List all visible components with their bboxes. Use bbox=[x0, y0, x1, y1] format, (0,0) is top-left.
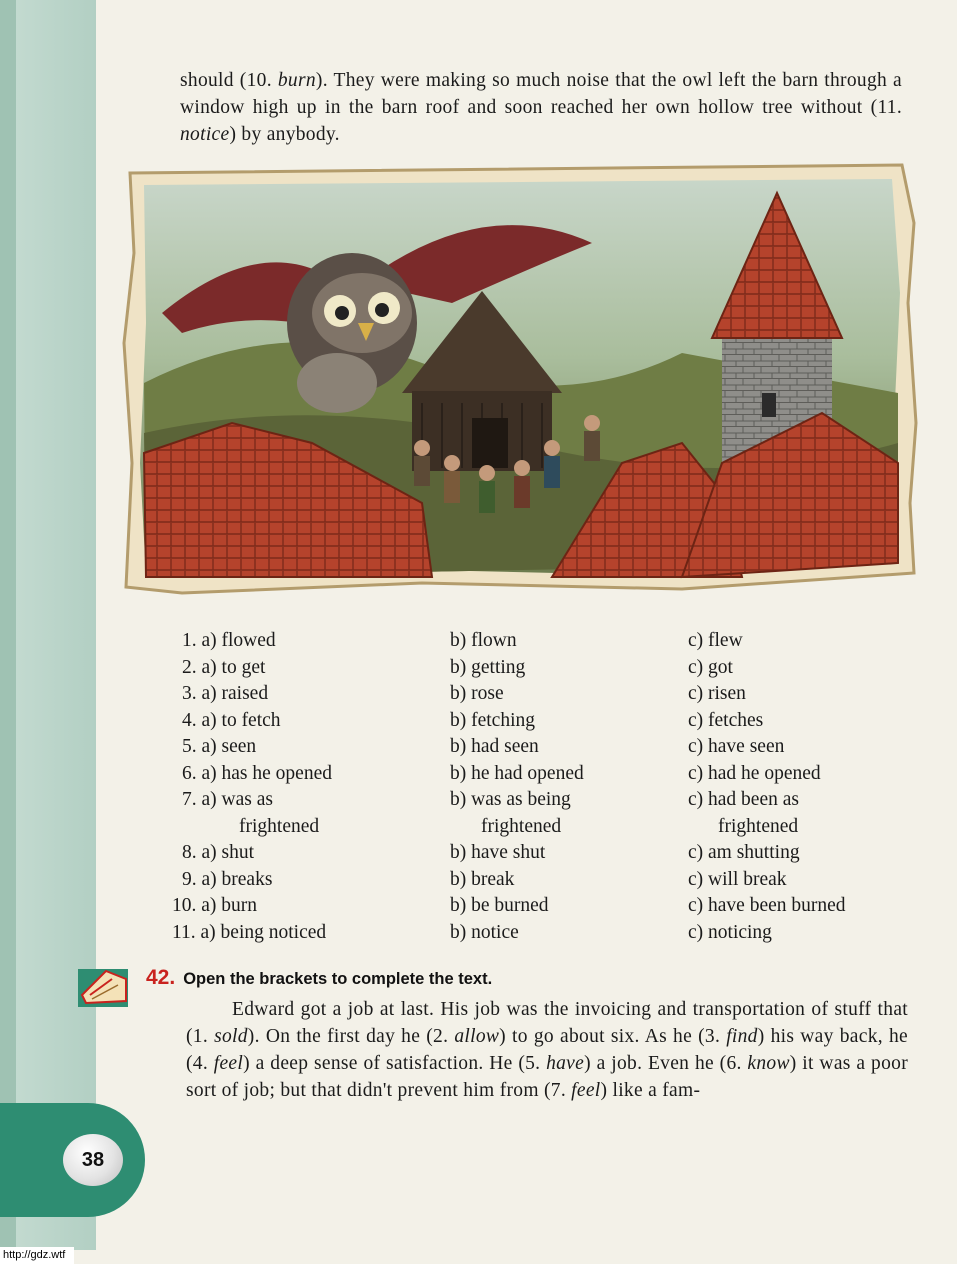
answer-row bbox=[182, 761, 912, 788]
option-b: b) he had opened bbox=[450, 762, 584, 784]
option-c: c) fetches bbox=[688, 709, 764, 731]
option-b: b) rose bbox=[450, 683, 504, 704]
option-c: c) have seen bbox=[688, 736, 785, 757]
option-a: 11. a) being noticed bbox=[172, 921, 327, 943]
option-a: 7. a) was as bbox=[182, 789, 273, 810]
option-a: 6. a) has he opened bbox=[182, 762, 332, 784]
option-a: 1. a) flowed bbox=[182, 630, 276, 651]
option-a: 2. a) to get bbox=[182, 656, 266, 678]
answer-row bbox=[172, 920, 912, 947]
option-b: b) break bbox=[450, 868, 515, 890]
option-b: b) getting bbox=[450, 656, 526, 678]
option-a: 3. a) raised bbox=[182, 683, 269, 704]
option-c: c) got bbox=[688, 656, 733, 678]
side-band-edge bbox=[0, 0, 16, 1250]
option-c: c) will break bbox=[688, 868, 787, 890]
answer-row bbox=[182, 681, 912, 708]
answer-row bbox=[172, 893, 912, 920]
site-label[interactable]: http://gdz.wtf bbox=[0, 1247, 74, 1264]
bottom-paragraph: Edward got a job at last. His job was the invoicing and transportation of stuff that (1. sold). On the first day he (2. allow) to go about six. As he (3. find) his way back, he (4. feel) a deep sense of satisfaction. He (5. have) a job. Even he (6. know) it was a poor sort of job; but that didn't prevent him from (7. feel) like a fam- bbox=[186, 999, 908, 1101]
option-b: b) had seen bbox=[450, 736, 539, 757]
option-b: b) flown bbox=[450, 630, 517, 651]
option-c: c) am shutting bbox=[688, 842, 800, 863]
option-c: c) had he opened bbox=[688, 762, 821, 784]
top-paragraph: should (10. burn). They were making so much noise that the owl left the barn through a window high up in the barn roof and soon reached her own hollow tree without (11. notice) by anybody. bbox=[180, 70, 902, 145]
option-b: b) have shut bbox=[450, 842, 546, 863]
option-b: b) be burned bbox=[450, 895, 549, 916]
answer-row-continuation bbox=[182, 814, 912, 841]
option-b: b) fetching bbox=[450, 709, 536, 731]
option-c: c) flew bbox=[688, 630, 743, 651]
option-a: 8. a) shut bbox=[182, 842, 255, 863]
option-a: 9. a) breaks bbox=[182, 868, 273, 890]
option-c: c) have been burned bbox=[688, 895, 846, 916]
option-a-continuation: frightened bbox=[239, 815, 320, 837]
option-b: b) notice bbox=[450, 921, 519, 943]
option-c: c) had been as bbox=[688, 789, 799, 810]
task-instruction: Open the brackets to complete the text. bbox=[183, 970, 493, 988]
option-a: 5. a) seen bbox=[182, 736, 257, 757]
notebook-icon bbox=[76, 965, 132, 1009]
answer-row bbox=[182, 840, 912, 867]
answer-row bbox=[182, 867, 912, 894]
option-a: 10. a) burn bbox=[172, 895, 258, 916]
answer-row bbox=[182, 655, 912, 682]
task-number: 42. bbox=[146, 966, 176, 989]
answer-row bbox=[182, 708, 912, 735]
option-b-continuation: frightened bbox=[481, 815, 562, 837]
option-b: b) was as being bbox=[450, 789, 571, 810]
answer-row bbox=[182, 734, 912, 761]
answer-row bbox=[182, 787, 912, 814]
option-c: c) risen bbox=[688, 683, 746, 704]
owl-over-barn-illustration bbox=[122, 163, 918, 595]
option-c: c) noticing bbox=[688, 921, 772, 943]
answer-row bbox=[182, 628, 912, 655]
answer-options bbox=[172, 628, 912, 946]
page-number: 38 bbox=[63, 1134, 123, 1186]
task-heading bbox=[146, 966, 492, 990]
option-c-continuation: frightened bbox=[718, 815, 799, 837]
option-a: 4. a) to fetch bbox=[182, 709, 281, 731]
